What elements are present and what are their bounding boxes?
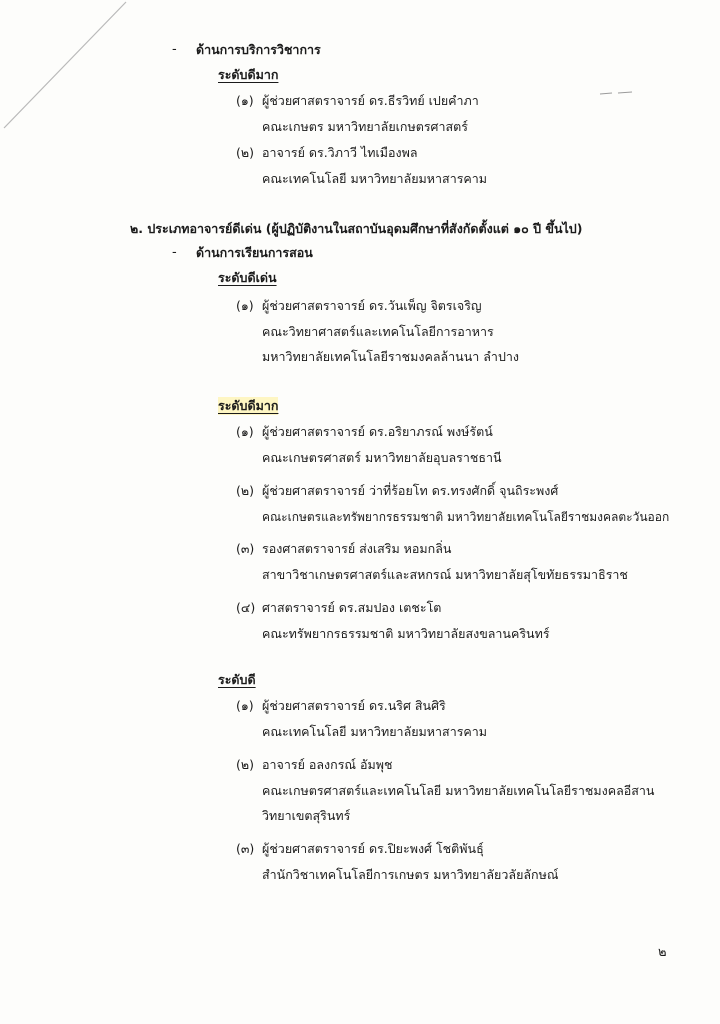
awardee-name: ศาสตราจารย์ ดร.สมปอง เตชะโต (262, 600, 442, 615)
awardee-affiliation: คณะเกษตรศาสตร์และเทคโนโลยี มหาวิทยาลัยเทคโนโลยีราชมงคลอีสาน (262, 783, 655, 798)
awardee-number: (๒) (236, 145, 254, 160)
section-title: ๒. ประเภทอาจารย์ดีเด่น (ผู้ปฏิบัติงานในสถาบันอุดมศึกษาที่สังกัดตั้งแต่ ๑๐ ปี ขึ้นไป) (130, 221, 583, 236)
awardee-affiliation: คณะเกษตรศาสตร์ มหาวิทยาลัยอุบลราชธานี (262, 450, 502, 465)
scan-speck (598, 88, 638, 98)
subsection-label: ด้านการเรียนการสอน (196, 245, 313, 260)
awardee-affiliation: คณะทรัพยากรธรรมชาติ มหาวิทยาลัยสงขลานครินทร์ (262, 626, 550, 641)
awardee-number: (๓) (236, 541, 255, 556)
awardee-number: (๒) (236, 483, 254, 498)
awardee-name: รองศาสตราจารย์ ส่งเสริม หอมกลิ่น (262, 541, 452, 556)
level-heading: ระดับดีเด่น (218, 270, 277, 285)
awardee-name: ผู้ช่วยศาสตราจารย์ ดร.ปิยะพงศ์ โชติพันธุ์ (262, 841, 484, 856)
subsection-label: ด้านการบริการวิชาการ (196, 42, 321, 57)
awardee-number: (๓) (236, 841, 255, 856)
page-number: ๒ (658, 945, 667, 960)
awardee-name: ผู้ช่วยศาสตราจารย์ ดร.นริศ สินศิริ (262, 698, 446, 713)
scan-crease-mark (0, 0, 140, 140)
awardee-number: (๑) (236, 424, 254, 439)
awardee-number: (๑) (236, 698, 254, 713)
awardee-affiliation: สาขาวิชาเกษตรศาสตร์และสหกรณ์ มหาวิทยาลัยสุโขทัยธรรมาธิราช (262, 567, 628, 582)
awardee-affiliation: สำนักวิชาเทคโนโลยีการเกษตร มหาวิทยาลัยวลัยลักษณ์ (262, 867, 559, 882)
awardee-number: (๑) (236, 298, 254, 313)
awardee-affiliation: วิทยาเขตสุรินทร์ (262, 808, 351, 823)
awardee-name: อาจารย์ อลงกรณ์ อัมพุช (262, 757, 393, 772)
awardee-number: (๔) (236, 600, 256, 615)
awardee-name: อาจารย์ ดร.วิภาวี ไทเมืองพล (262, 145, 418, 160)
bullet-dash: - (172, 42, 177, 57)
bullet-dash: - (172, 245, 177, 260)
awardee-affiliation: คณะวิทยาศาสตร์และเทคโนโลยีการอาหาร (262, 324, 494, 339)
awardee-affiliation: คณะเกษตร มหาวิทยาลัยเกษตรศาสตร์ (262, 119, 468, 134)
awardee-affiliation: คณะเทคโนโลยี มหาวิทยาลัยมหาสารคาม (262, 171, 488, 186)
awardee-name: ผู้ช่วยศาสตราจารย์ ดร.วันเพ็ญ จิตรเจริญ (262, 298, 482, 313)
awardee-affiliation: มหาวิทยาลัยเทคโนโลยีราชมงคลล้านนา ลำปาง (262, 349, 519, 364)
level-heading: ระดับดีมาก (218, 67, 279, 82)
awardee-number: (๑) (236, 93, 254, 108)
awardee-affiliation: คณะเทคโนโลยี มหาวิทยาลัยมหาสารคาม (262, 724, 488, 739)
awardee-number: (๒) (236, 757, 254, 772)
awardee-name: ผู้ช่วยศาสตราจารย์ ดร.ธีรวิทย์ เปยคำภา (262, 93, 479, 108)
awardee-name: ผู้ช่วยศาสตราจารย์ ดร.อริยาภรณ์ พงษ์รัตน์ (262, 424, 493, 439)
level-heading: ระดับดีมาก (218, 398, 279, 413)
awardee-affiliation: คณะเกษตรและทรัพยากรธรรมชาติ มหาวิทยาลัยเทคโนโลยีราชมงคลตะวันออก (262, 510, 670, 524)
level-heading: ระดับดี (218, 672, 256, 687)
awardee-name: ผู้ช่วยศาสตราจารย์ ว่าที่ร้อยโท ดร.ทรงศักดิ์ จุนถิระพงศ์ (262, 483, 559, 498)
